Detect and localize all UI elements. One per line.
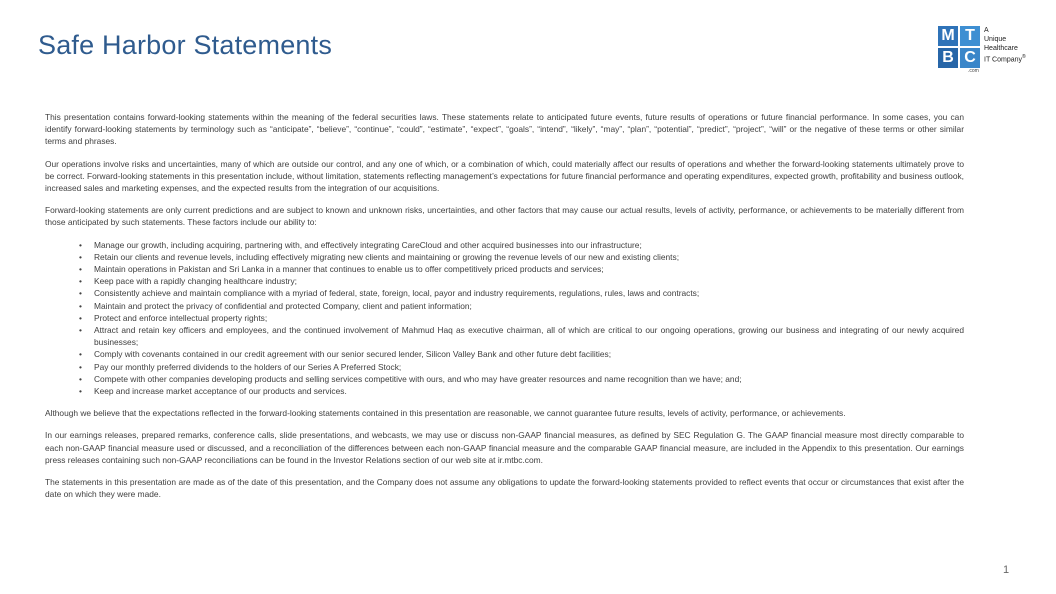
logo-tagline (984, 26, 1032, 64)
list-item: • Manage our growth, including acquiring, partnering with, and effectively integrating CareCloud and other acquired businesses into our infrastructure; (94, 239, 964, 251)
logo-letter-c: C (960, 48, 980, 68)
paragraph-intro: This presentation contains forward-looking statements within the meaning of the federal securities laws. These statements relate to anticipated future events, future results of operations or future financial performance. In some cases, you can identify forward-looking statements by terminology such as “anticipate”, “believe”, “continue”, “could”, “estimate”, “expect”, “goals”, “intend”, “likely”, “may”, “plan”, “potential”, “predict”, “project”, “will” or the negative of these terms or other similar terms and phrases. (45, 112, 964, 147)
paragraph-expectations: Although we believe that the expectations reflected in the forward-looking statements contained in this presentation are reasonable, we cannot guarantee future results, levels of activity, performance, or achievements. (45, 408, 846, 419)
list-item: • Keep and increase market acceptance of our products and services. (94, 385, 964, 397)
paragraph-factors: Forward-looking statements are only current predictions and are subject to known and unknown risks, uncertainties, and other factors that may cause our actual results, levels of activity, performance, or achievements to be materially different from those anticipated by such statements. These factors include our ability to: (45, 205, 964, 228)
paragraph-risks: Our operations involve risks and uncertainties, many of which are outside our control, and any one of which, or a combination of which, could materially affect our results of operations and whether the forward-looking statements ultimately prove to be correct. Forward-looking statements in this presentation include, without limitation, statements reflecting management’s expectations for future financial performance and operating expenditures, expected growth, profitability and business outlook, increased sales and marketing expenses, and the expected results from the integration of our acquisitions. (45, 158, 964, 194)
logo-letter-b: B (938, 48, 958, 68)
risk-factor-list (45, 239, 964, 398)
mtbc-logo (938, 26, 1030, 74)
logo-tagline-line: IT Company® (984, 54, 1026, 64)
logo-tagline-line: Unique (984, 36, 1007, 43)
list-item: • Keep pace with a rapidly changing healthcare industry; (94, 275, 964, 287)
logo-letter-grid (938, 26, 980, 68)
list-item: • Pay our monthly preferred dividends to the holders of our Series A Preferred Stock; (94, 361, 964, 373)
list-item: • Attract and retain key officers and employees, and the continued involvement of Mahmud Haq as executive chairman, all of which are critical to our ongoing operations, growing our business and integrating of our newly acquired businesses; (94, 324, 964, 348)
list-item: • Retain our clients and revenue levels, including effectively migrating new clients and maintaining or growing the revenue levels of our new and existing clients; (94, 251, 964, 263)
logo-dotcom: .com (968, 68, 979, 74)
logo-tagline-line: A (984, 27, 989, 34)
list-item: • Comply with covenants contained in our credit agreement with our senior secured lender, Silicon Valley Bank and other future debt facilities; (94, 348, 964, 360)
logo-tagline-line: Healthcare (984, 45, 1018, 52)
registered-mark: ® (1022, 54, 1026, 60)
slide-body (45, 111, 964, 510)
list-item: • Compete with other companies developing products and selling services competitive with ours, and who may have greater resources and name recognition than we have; and; (94, 373, 964, 385)
logo-letter-t: T (960, 26, 980, 46)
list-item: • Maintain operations in Pakistan and Sri Lanka in a manner that continues to enable us to offer competitively priced products and services; (94, 263, 964, 275)
list-item: • Maintain and protect the privacy of confidential and protected Company, client and patient information; (94, 300, 964, 312)
page-number: 1 (1003, 564, 1010, 576)
slide-title: Safe Harbor Statements (38, 30, 333, 60)
paragraph-date: The statements in this presentation are made as of the date of this presentation, and the Company does not assume any obligations to update the forward-looking statements provided to reflect events that occur or circumstances that exist after the date on which they were made. (45, 477, 964, 500)
list-item: • Protect and enforce intellectual property rights; (94, 312, 964, 324)
logo-letter-m: M (938, 26, 958, 46)
list-item: • Consistently achieve and maintain compliance with a myriad of federal, state, foreign, local, payor and industry requirements, regulations, rules, laws and contracts; (94, 287, 964, 299)
paragraph-non-gaap: In our earnings releases, prepared remarks, conference calls, slide presentations, and webcasts, we may use or discuss non-GAAP financial measures, as defined by SEC Regulation G. The GAAP financial measure most directly comparable to each non-GAAP financial measure used or discussed, and a reconciliation of the differences between each non-GAAP financial measure and the comparable GAAP financial measure, are included in the Appendix to this presentation. Our earnings press releases containing such non-GAAP reconciliations can be found in the Investor Relations section of our web site at ir.mtbc.com. (45, 430, 964, 465)
